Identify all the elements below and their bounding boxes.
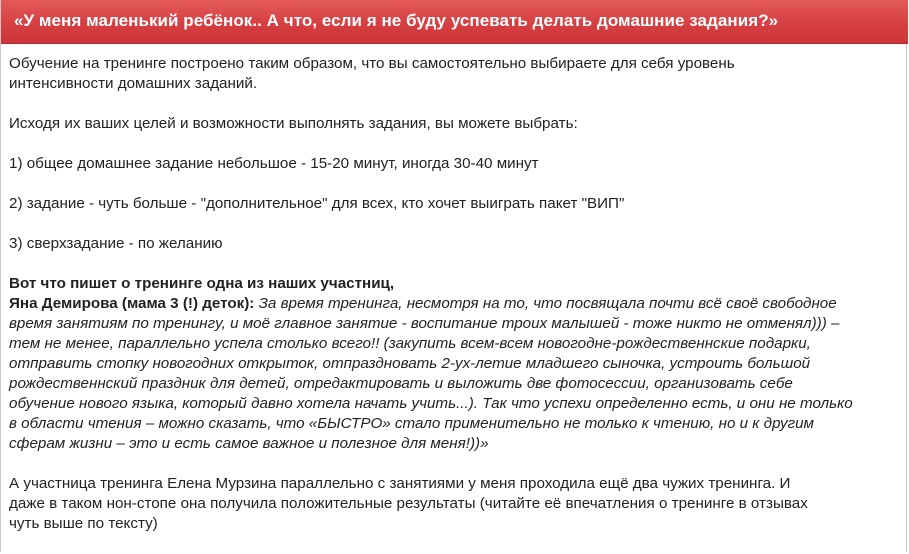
faq-header-bar — [1, 0, 908, 44]
option-item — [9, 194, 894, 214]
choose-paragraph — [9, 114, 894, 134]
choose-text: Исходя их ваших целей и возможности выполнять задания, вы можете выбрать: — [9, 115, 578, 132]
intro-paragraph — [9, 54, 894, 94]
option-text: 2) задание - чуть больше - "дополнительное" для всех, кто хочет выиграть пакет "ВИП" — [9, 195, 625, 212]
closing-line: даже в таком нон-стопе она получила положительные результаты (читайте её впечатления о тренинге в отзывах — [9, 495, 808, 512]
option-item — [9, 154, 894, 174]
testimonial-quote-line: время занятиям по тренингу, и моё главное занятие - воспитание троих малышей - тоже никто не отменял))) – — [9, 315, 840, 332]
testimonial-quote-start: За время тренинга, несмотря на то, что посвящала почти всё своё свободное — [254, 295, 837, 312]
testimonial-author: Яна Демирова (мама 3 (!) деток): — [9, 295, 255, 312]
option-item — [9, 234, 894, 254]
option-text: 3) сверхзадание - по желанию — [9, 235, 223, 252]
testimonial-quote-line: тем не менее, параллельно успела столько всего!! (закупить всем-всем новогодне-рождественнские подарки, — [9, 335, 811, 352]
testimonial-quote-line: отправить стопку новогодних открыток, отпраздновать 2-ух-летие младшего сыночка, устроить большой — [9, 355, 811, 372]
option-text: 1) общее домашнее задание небольшое - 15-20 минут, иногда 30-40 минут — [9, 155, 539, 172]
testimonial-quote-line: сферам жизни – это и есть самое важное и полезное для меня!))» — [9, 435, 489, 452]
testimonial-quote-line: рождественнский праздник для детей, отредактировать и выложить две фотосессии, организовать себе — [9, 375, 793, 392]
testimonial-heading: Вот что пишет о тренинге одна из наших участниц, — [9, 275, 395, 292]
faq-answer-body — [9, 54, 894, 554]
closing-line: чуть выше по тексту) — [9, 515, 158, 532]
testimonial-block — [9, 274, 894, 454]
closing-paragraph — [9, 474, 894, 534]
intro-line: интенсивности домашних заданий. — [9, 75, 258, 92]
closing-line: А участница тренинга Елена Мурзина параллельно с занятиями у меня проходила ещё два чужих тренинга. И — [9, 475, 791, 492]
testimonial-quote-line: обучение нового языка, который давно хотела начать учить...). Так что успехи определенно есть, и они не только — [9, 395, 853, 412]
faq-question-title: «У меня маленький ребёнок.. А что, если я не буду успевать делать домашние задания?» — [14, 10, 779, 30]
testimonial-quote-line: в области чтения – можно сказать, что «БЫСТРО» стало применительно не только к чтению, но и к другим — [9, 415, 814, 432]
intro-line: Обучение на тренинге построено таким образом, что вы самостоятельно выбираете для себя уровень — [9, 55, 735, 72]
